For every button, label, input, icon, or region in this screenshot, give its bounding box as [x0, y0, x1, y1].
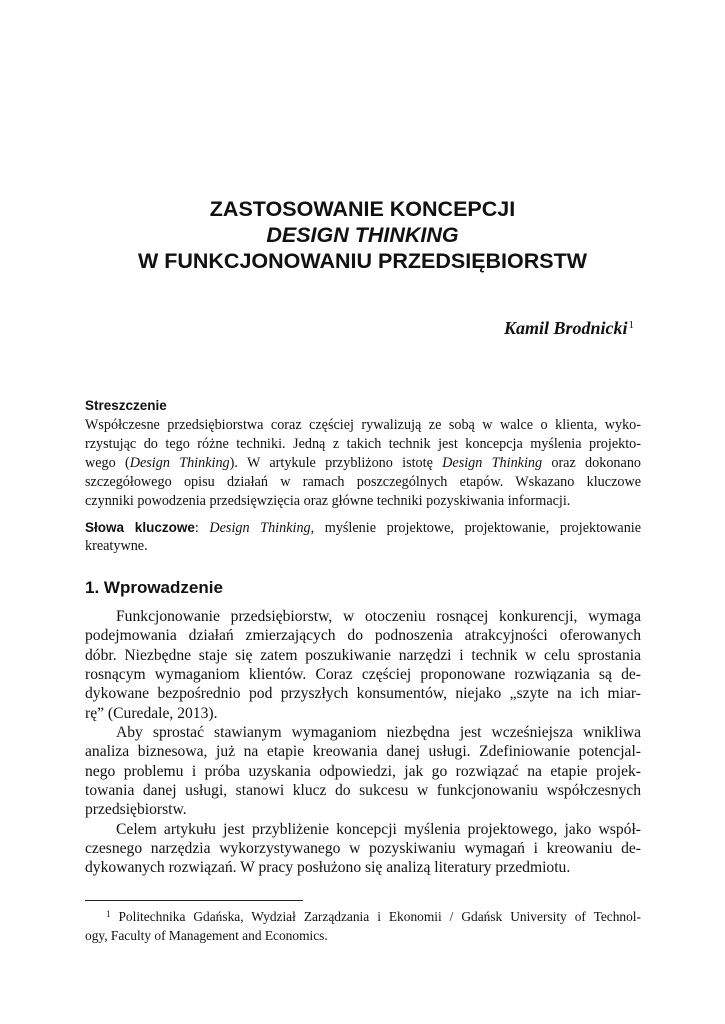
keywords-label: Słowa kluczowe	[85, 520, 195, 535]
footnote-divider	[85, 900, 303, 901]
abstract-line: czynniki powodzenia przedsięwzięcia oraz główne techniki pozyskiwania informacji.	[85, 493, 571, 509]
body-line: Celem artykułu jest przybliżenie koncepcji myślenia projektowego, jako współ-	[116, 821, 641, 838]
keywords-term: Design Thinking	[209, 520, 311, 536]
abstract-text: ). W artykule przybliżono istotę	[229, 455, 443, 471]
keywords-colon: :	[194, 520, 210, 536]
author	[504, 316, 634, 340]
title-line-3: W FUNKCJONOWANIU PRZEDSIĘBIORSTW	[137, 249, 588, 273]
keywords-line	[85, 518, 641, 538]
abstract-line: Współczesne przedsiębiorstwa coraz częściej rywalizują ze sobą w walce o klienta, wyko-	[85, 417, 641, 433]
body-line: dykowanych rozwiązań. W pracy posłużono się analizą literatury przedmiotu.	[85, 859, 571, 876]
body-line: nego problemu i próba uzyskania odpowiedzi, jak go rozwiązać na etapie projek-	[85, 763, 641, 780]
footnote-mark: 1	[106, 909, 111, 919]
abstract-line	[85, 454, 641, 473]
body-line: towania danej usługi, stanowi klucz do sukcesu w funkcjonowaniu współczesnych	[85, 782, 641, 799]
body-line: podejmowania działań zmierzających do podnoszenia atrakcyjności oferowanych	[85, 627, 641, 644]
author-footnote-mark: 1	[628, 319, 634, 331]
body-line: przedsiębiorstw.	[85, 801, 187, 818]
title-line-1: ZASTOSOWANIE KONCEPCJI	[209, 197, 516, 221]
abstract-term: Design Thinking	[442, 455, 543, 471]
abstract-term: Design Thinking	[129, 455, 230, 471]
author-name: Kamil Brodnicki	[503, 318, 628, 338]
body-line: czesnego narzędzia wykorzystywanego w pozyskiwaniu wymagań i kreowaniu de-	[85, 840, 641, 857]
footnote-text: Politechnika Gdańska, Wydział Zarządzania i Ekonomii / Gdańsk University of Technol-	[110, 909, 641, 924]
body-line: dykowane bezpośrednio pod przyszłych konsumentów, niejako „szyte na ich miar-	[85, 685, 641, 702]
title-line-2: DESIGN THINKING	[266, 223, 459, 247]
abstract-text: wego (	[85, 455, 130, 471]
section-heading: 1. Wprowadzenie	[85, 578, 223, 597]
keywords-text: , myślenie projektowe, projektowanie, projektowanie	[310, 520, 642, 536]
abstract-line: szczegółowego opisu działań w ramach poszczególnych etapów. Wskazano kluczowe	[85, 474, 641, 490]
keywords-line: kreatywne.	[85, 538, 148, 554]
body-line: dóbr. Niezbędne staje się zatem poszukiwanie narzędzi i technik w celu sprostania	[85, 647, 641, 664]
footnote-line: ogy, Faculty of Management and Economics.	[85, 928, 328, 943]
body-line: rę” (Curedale, 2013).	[85, 705, 218, 722]
body-line: analiza biznesowa, już na etapie kreowania danej usługi. Zdefiniowanie potencjal-	[85, 743, 641, 760]
body-line: Funkcjonowanie przedsiębiorstw, w otoczeniu rosnącej konkurencji, wymaga	[116, 608, 641, 625]
abstract-line: rzystując do tego różne techniki. Jedną z takich technik jest koncepcja myślenia projekto-	[85, 436, 641, 452]
body-line: rosnącym wymaganiom klientów. Coraz częściej proponowane rozwiązania są de-	[85, 666, 641, 683]
body-line: Aby sprostać stawianym wymaganiom niezbędna jest wcześniejsza wnikliwa	[116, 724, 641, 741]
abstract-heading: Streszczenie	[85, 398, 167, 413]
footnote-line	[106, 907, 641, 926]
abstract-text: oraz dokonano	[542, 455, 642, 471]
